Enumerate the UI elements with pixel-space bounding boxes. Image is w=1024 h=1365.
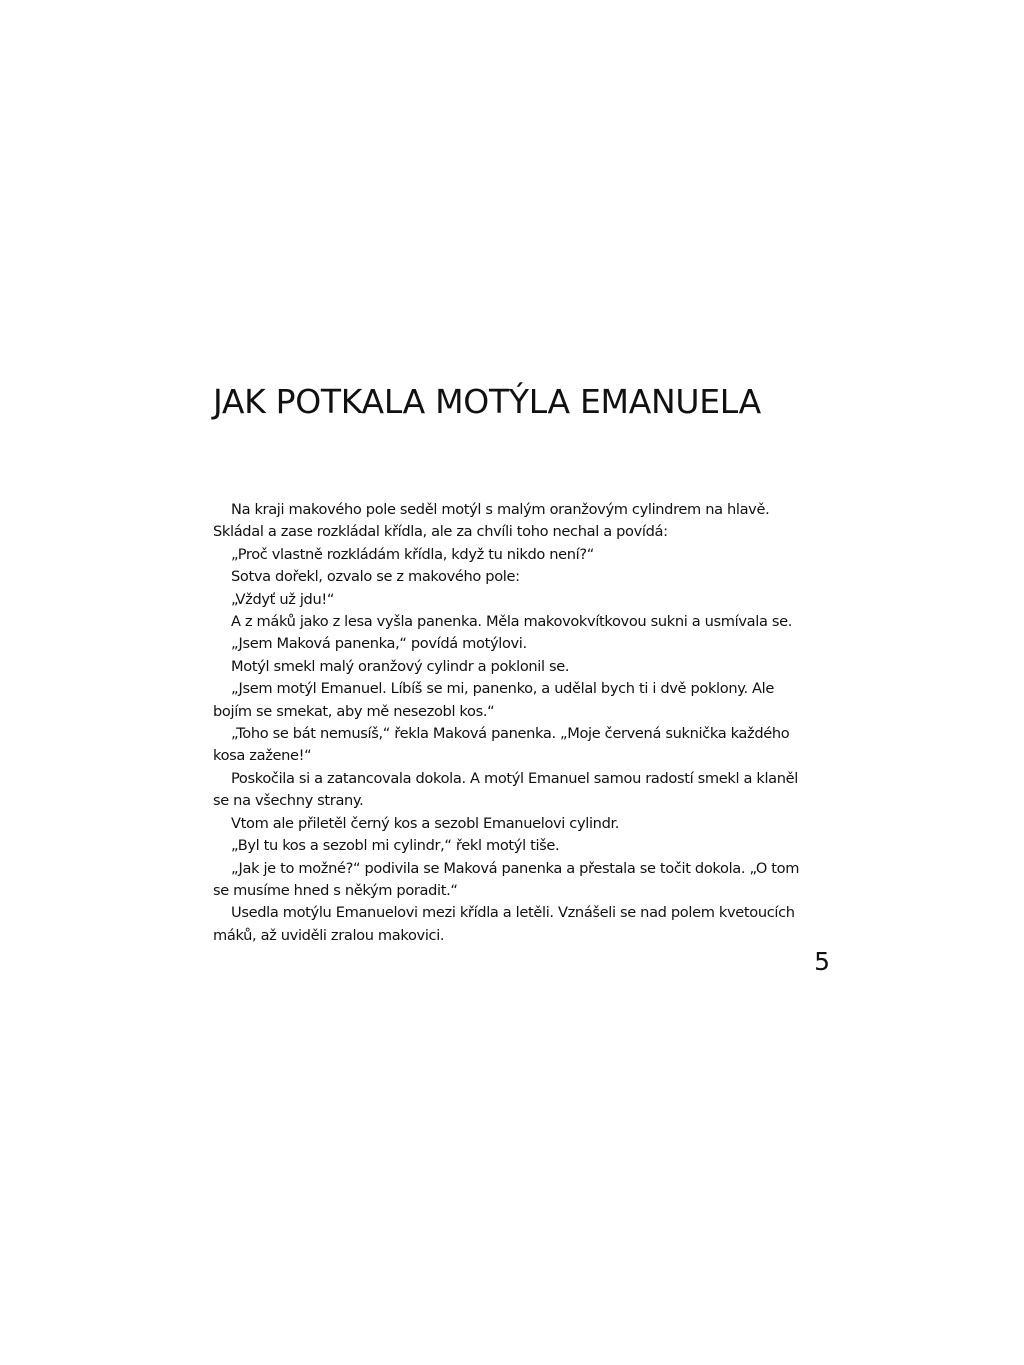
paragraph: Motýl smekl malý oranžový cylindr a poklonil se. [231,657,570,675]
chapter-title: JAK POTKALA MOTÝLA EMANUELA [213,382,761,421]
paragraph: Vtom ale přiletěl černý kos a sezobl Emanuelovi cylindr. [231,814,620,832]
paragraph: „Jsem Maková panenka,“ povídá motýlovi. [231,635,527,653]
paragraph: Na kraji makového pole seděl motýl s malým oranžovým cylindrem na hlavě. Skládal a zase rozkládal křídla, ale za chvíli toho nechal a povídá: [213,501,770,541]
story-text [213,499,813,947]
paragraph: „Toho se bát nemusíš,“ řekla Maková panenka. „Moje červená suknička každého kosa zažene!“ [213,725,790,765]
paragraph: „Byl tu kos a sezobl mi cylindr,“ řekl motýl tiše. [231,837,560,855]
paragraph: Poskočila si a zatancovala dokola. A motýl Emanuel samou radostí smekl a klaněl se na všechny strany. [213,769,798,810]
paragraph: „Vždyť už jdu!“ [231,590,335,608]
page-number: 5 [814,947,830,976]
paragraph: A z máků jako z lesa vyšla panenka. Měla makovokvítkovou sukni a usmívala se. [231,613,793,631]
paragraph: „Proč vlastně rozkládám křídla, když tu nikdo není?“ [231,545,594,563]
paragraph: Usedla motýlu Emanuelovi mezi křídla a letěli. Vznášeli se nad polem kvetoucích máků, až uviděli zralou makovici. [213,904,795,944]
paragraph: „Jsem motýl Emanuel. Líbíš se mi, panenko, a udělal bych ti i dvě poklony. Ale bojím se smekat, aby mě nesezobl kos.“ [213,680,774,720]
paragraph: „Jak je to možné?“ podivila se Maková panenka a přestala se točit dokola. „O tom se musíme hned s někým poradit.“ [213,859,800,899]
paragraph: Sotva dořekl, ozvalo se z makového pole: [231,568,520,586]
